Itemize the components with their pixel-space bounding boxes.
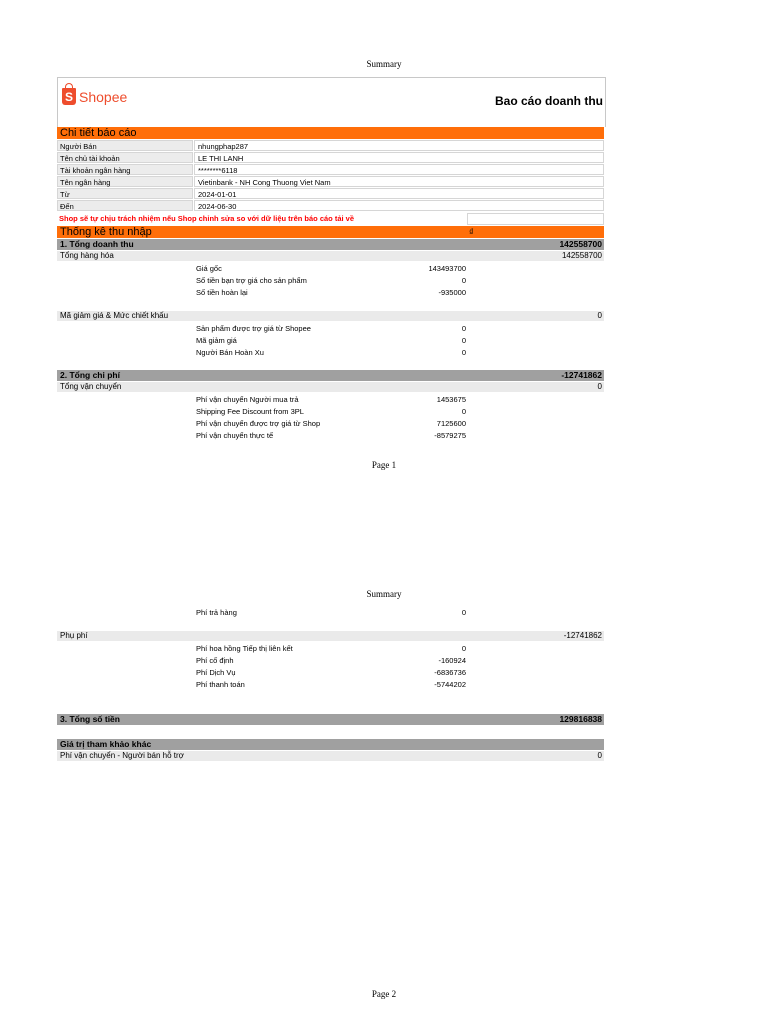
- info-label: Từ: [57, 188, 193, 199]
- total-amount-value: 129816838: [559, 714, 602, 724]
- page-footer: Page 2: [371, 989, 397, 999]
- info-label: Đến: [57, 200, 193, 211]
- total-amount-header: 3. Tổng số tiền 129816838: [57, 714, 604, 725]
- list-item: Phí Dịch Vụ -6836736: [196, 668, 466, 677]
- other-values-header: Giá trị tham khảo khác: [57, 739, 604, 750]
- info-row-bank-account: [57, 164, 604, 176]
- total-revenue-value: 142558700: [559, 239, 602, 249]
- info-label: Tài khoản ngân hàng: [57, 164, 193, 175]
- info-label: Tên chủ tài khoản: [57, 152, 193, 163]
- fees-total-row: Phụ phí -12741862: [57, 631, 604, 641]
- disclaimer-warning: Shop sẽ tự chịu trách nhiệm nếu Shop chỉnh sửa so với dữ liệu trên báo cáo tải về: [59, 214, 355, 223]
- info-row-from-date: [57, 188, 604, 200]
- list-item: Phí hoa hồng Tiếp thị liên kết 0: [196, 644, 466, 653]
- total-costs-header: 2. Tổng chi phí -12741862: [57, 370, 604, 381]
- currency-symbol: ₫: [469, 227, 474, 237]
- page-header: Summary: [366, 59, 402, 69]
- info-value: Vietinbank - NH Cong Thuong Viet Nam: [194, 176, 604, 187]
- info-value: nhungphap287: [194, 140, 604, 151]
- list-item: Số tiền bạn trợ giá cho sản phẩm 0: [196, 276, 466, 285]
- goods-total-row: Tổng hàng hóa 142558700: [57, 251, 604, 261]
- list-item: Phí vận chuyển được trợ giá từ Shop 7125600: [196, 419, 466, 428]
- info-value: LE THI LANH: [194, 152, 604, 163]
- page-footer: Page 1: [371, 460, 397, 470]
- info-label: Tên ngân hàng: [57, 176, 193, 187]
- info-row-account-holder: [57, 152, 604, 164]
- other-values-row: Phí vận chuyển - Người bán hỗ trợ 0: [57, 751, 604, 761]
- list-item: Mã giảm giá 0: [196, 336, 466, 345]
- page-header: Summary: [366, 589, 402, 599]
- list-item: Phí vận chuyển Người mua trả 1453675: [196, 395, 466, 404]
- list-item: Phí vận chuyển thực tế -8579275: [196, 431, 466, 440]
- details-section-header: Chi tiết báo cáo: [57, 127, 604, 139]
- disclaimer-cell: [467, 213, 604, 225]
- shopee-logo: [62, 88, 127, 105]
- shipping-total-row: Tổng vận chuyển 0: [57, 382, 604, 392]
- list-item: Phí cố định -160924: [196, 656, 466, 665]
- income-section-header: Thống kê thu nhập ₫: [57, 226, 604, 238]
- total-costs-value: -12741862: [561, 370, 602, 380]
- discount-total-row: Mã giảm giá & Mức chiết khấu 0: [57, 311, 604, 321]
- info-value: 2024-01-01: [194, 188, 604, 199]
- info-label: Người Bán: [57, 140, 193, 151]
- info-value: ********6118: [194, 164, 604, 175]
- list-item: Người Bán Hoàn Xu 0: [196, 348, 466, 357]
- total-revenue-header: 1. Tổng doanh thu 142558700: [57, 239, 604, 250]
- info-value: 2024-06-30: [194, 200, 604, 211]
- report-title: Bao cáo doanh thu: [495, 94, 603, 108]
- list-item: Phí trả hàng 0: [196, 608, 466, 617]
- list-item: Giá gốc 143493700: [196, 264, 466, 273]
- list-item: Phí thanh toán -5744202: [196, 680, 466, 689]
- list-item: Shipping Fee Discount from 3PL 0: [196, 407, 466, 416]
- list-item: Sản phẩm được trợ giá từ Shopee 0: [196, 324, 466, 333]
- info-row-to-date: [57, 200, 604, 212]
- logo-text: Shopee: [79, 89, 128, 105]
- list-item: Số tiền hoàn lại -935000: [196, 288, 466, 297]
- info-row-seller: [57, 140, 604, 152]
- shopping-bag-icon: S: [62, 88, 76, 105]
- info-row-bank-name: [57, 176, 604, 188]
